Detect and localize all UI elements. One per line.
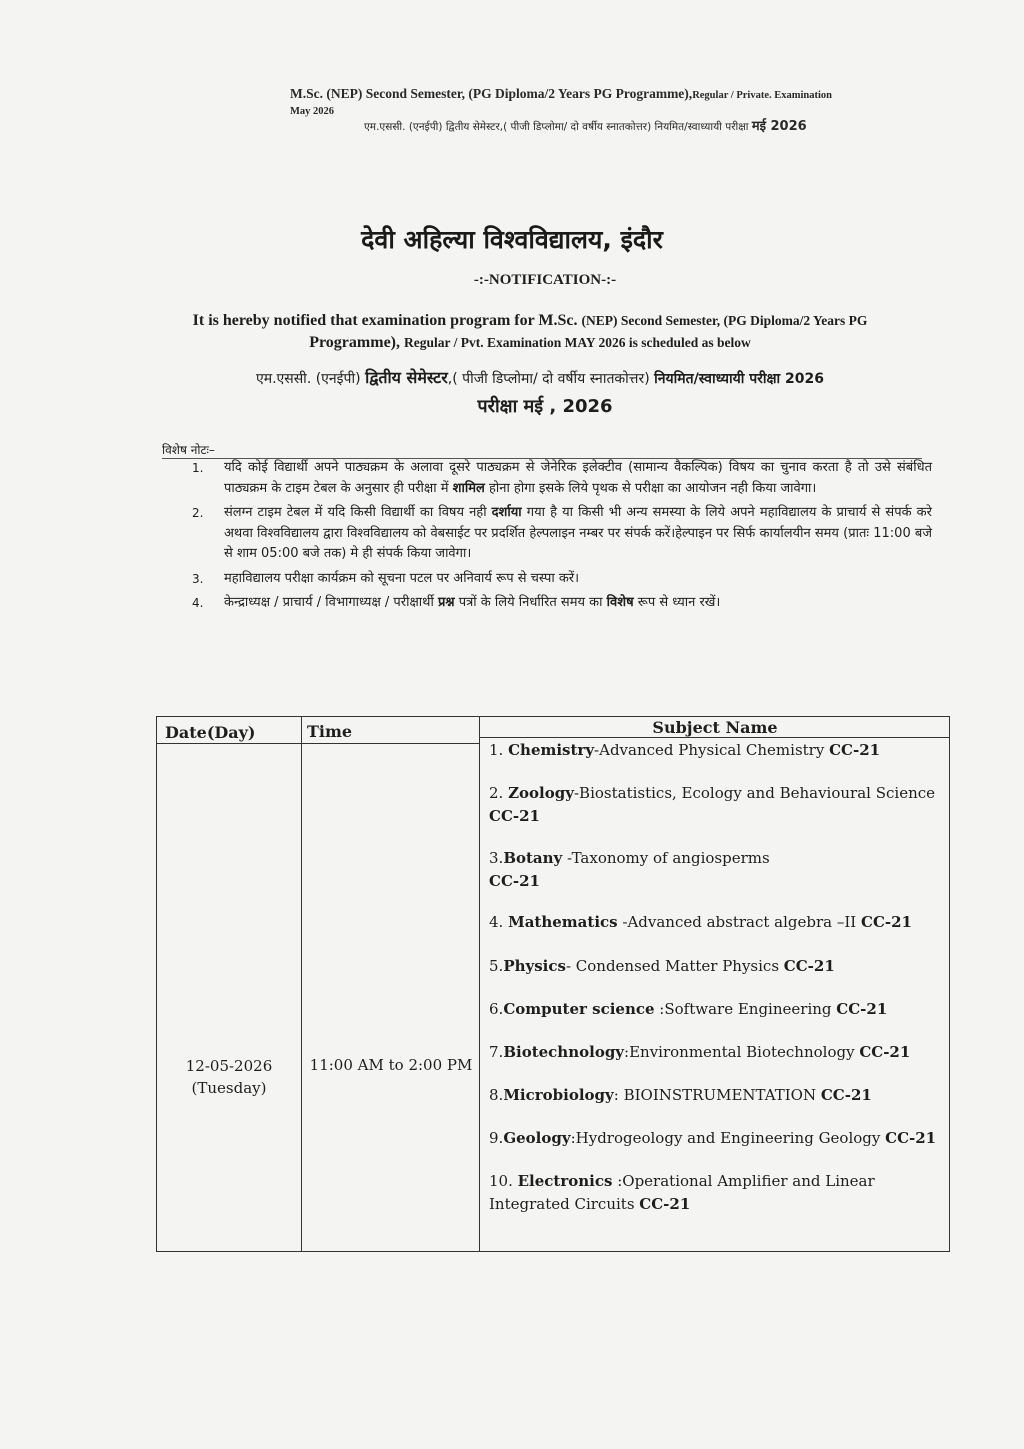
subject-number: 5. (489, 957, 504, 975)
paper-code: CC-21 (489, 872, 540, 890)
subject-name: Mathematics (508, 913, 618, 931)
note-number: 1. (192, 461, 204, 475)
exam-day: (Tuesday) (191, 1079, 267, 1097)
subject-entry (489, 1127, 949, 1150)
subject-number: 10. (489, 1172, 518, 1190)
exam-date: 12-05-2026 (185, 1057, 273, 1075)
column-divider (479, 717, 480, 1251)
note-text: होना होगा इसके लिये पृथक से परीक्षा का आयोजन नही किया जावेगा। (488, 480, 817, 496)
subject-number: 7. (489, 1043, 504, 1061)
subject-name: Geology (503, 1129, 571, 1147)
intro-line1-small: (NEP) Second Semester, (PG Diploma/2 Years PG (581, 313, 868, 328)
header-subject: Subject Name (652, 718, 778, 737)
paper-title: Advanced Physical Chemistry (599, 741, 830, 759)
notification-title: -:-NOTIFICATION-:- (473, 272, 617, 288)
subject-separator: - (565, 957, 576, 975)
paper-title: Biostatistics, Ecology and Behavioural Science (579, 784, 936, 802)
subject-number: 9. (489, 1129, 504, 1147)
subject-entry (489, 1170, 909, 1216)
hindi-exam-date: परीक्षा मई , 2026 (477, 396, 613, 417)
subject-number: 4. (489, 913, 509, 931)
subject-separator: : (570, 1129, 576, 1147)
header-time: Time (307, 722, 353, 741)
paper-code: CC-21 (639, 1195, 691, 1213)
subject-number: 8. (489, 1086, 504, 1104)
subject-name: Physics (503, 957, 566, 975)
header-hindi-program: एम.एससी. (एनईपी) द्वितीय सेमेस्टर,( पीजी डिप्लोमा/ दो वर्षीय स्नातकोत्तर) नियमित/स्वाध्यायी परीक्षा (364, 121, 749, 133)
note-number: 3. (192, 571, 204, 586)
subject-separator: - (573, 784, 580, 802)
paper-code: CC-21 (820, 1086, 872, 1104)
column-divider (301, 717, 302, 1251)
intro-line1-bold: It is hereby notified that examination program for M.Sc. (192, 312, 578, 329)
note-emphasis: विशेष (606, 595, 634, 610)
paper-title: Hydrogeology and Engineering Geology (575, 1129, 886, 1147)
intro-line2-bold: Programme), (309, 334, 400, 351)
note-text: रूप से ध्यान रखें। (637, 595, 721, 610)
hindi-heading-part4: नियमित/स्वाध्यायी परीक्षा 2026 (654, 371, 825, 387)
paper-code: CC-21 (885, 1129, 937, 1147)
paper-code: CC-21 (489, 807, 540, 825)
note-item (192, 569, 932, 590)
note-text: यदि कोई विद्यार्थी अपने पाठ्यक्रम के अलावा दूसरे पाठ्यक्रम से जेनेरिक इलेक्टीव (सामान्य वैकल्पिक) विषय का चुनाव करता है तो उसे संबंधित पाठ्यक्रम के टाइम टेबल के अनुसार ही परीक्षा में (224, 460, 932, 496)
subject-name: Chemistry (508, 741, 595, 759)
subject-entry (489, 911, 949, 934)
subject-separator: : (654, 1000, 665, 1018)
subject-entry (489, 1041, 949, 1064)
subject-name: Botany (503, 849, 563, 867)
header-row-divider (301, 743, 479, 744)
hindi-heading-part1: एम.एससी. (एनईपी) (255, 371, 361, 387)
subject-separator: - (617, 913, 628, 931)
paper-title: Taxonomy of angiosperms (571, 849, 770, 867)
notes-title: विशेष नोटः– (162, 443, 215, 457)
note-text: केन्द्राध्यक्ष / प्राचार्य / विभागाध्यक्ष / परीक्षार्थी (224, 595, 434, 610)
note-text: महाविद्यालय परीक्षा कार्यक्रम को सूचना पटल पर अनिवार्य रूप से चस्पा करें। (224, 570, 580, 586)
subject-name: Microbiology (503, 1086, 614, 1104)
paper-title: BIOINSTRUMENTATION (623, 1086, 821, 1104)
subject-entry (489, 782, 949, 828)
header-line-english (290, 86, 930, 102)
subject-separator: - (562, 849, 572, 867)
subject-entry (489, 955, 949, 978)
note-text: पत्रों के लिये निर्धारित समय का (458, 595, 603, 610)
header-date: Date(Day) (165, 723, 256, 742)
subject-number: 6. (489, 1000, 504, 1018)
subject-number: 3. (489, 849, 504, 867)
note-number: 4. (192, 596, 204, 610)
paper-code: CC-21 (783, 957, 835, 975)
intro-line2-small: Regular / Pvt. Examination MAY 2026 is scheduled as below (404, 335, 751, 350)
note-text: संलग्न टाइम टेबल में यदि किसी विद्यार्थी का विषय नही (224, 505, 487, 520)
header-row-divider (157, 743, 301, 744)
note-text: गया है या किसी भी अन्य समस्या के लिये अपने महाविद्यालय के प्राचार्य से संपर्क करे अथवा विश्वविद्यालय द्वारा विश्वविद्यालय को वेबसाईट पर प्रदर्शित हेल्पलाइन नम्बर पर संपर्क करें।हेल्पाइन पर सिर्फ कार्यालयीन समय (प्रातः 11:00 बजे से शाम 05:00 बजे तक) मे ही संपर्क किया जावेगा। (224, 505, 932, 561)
paper-title: Advanced abstract algebra –II (627, 913, 861, 931)
intro-paragraph (130, 310, 930, 354)
subject-entry (489, 1084, 949, 1107)
subject-separator: : (612, 1172, 623, 1190)
exam-schedule-table (156, 716, 950, 1252)
subject-entry (489, 998, 949, 1021)
header-hindi-session: मई 2026 (751, 119, 807, 134)
note-item (192, 593, 932, 614)
notes-list (192, 458, 932, 618)
subject-separator: : (613, 1086, 624, 1104)
note-emphasis: प्रश्न (438, 595, 455, 610)
paper-title: Environmental Biotechnology (629, 1043, 860, 1061)
subject-name: Biotechnology (503, 1043, 625, 1061)
paper-title: Condensed Matter Physics (575, 957, 784, 975)
subject-number: 1. (489, 741, 509, 759)
subject-name: Computer science (503, 1000, 655, 1018)
university-name: देवी अहिल्या विश्वविद्यालय, इंदौर (361, 225, 663, 254)
subject-entry (489, 739, 949, 762)
paper-code: CC-21 (859, 1043, 911, 1061)
exam-date-cell (157, 1055, 301, 1099)
subject-name: Electronics (517, 1172, 613, 1190)
subject-entry (489, 847, 789, 893)
header-line-hindi (364, 116, 924, 134)
exam-time: 11:00 AM to 2:00 PM (309, 1056, 473, 1074)
header-session: May 2026 (290, 106, 335, 117)
note-emphasis: शामिल (452, 480, 485, 496)
header-program: M.Sc. (NEP) Second Semester, (PG Diploma/2 Years PG Programme), (290, 86, 693, 101)
note-item (192, 458, 932, 499)
paper-title: Software Engineering (664, 1000, 837, 1018)
hindi-heading (160, 366, 920, 388)
paper-code: CC-21 (861, 913, 912, 931)
paper-code: CC-21 (836, 1000, 888, 1018)
header-row-divider (479, 737, 949, 738)
subject-separator: : (624, 1043, 630, 1061)
subject-name: Zoology (508, 784, 574, 802)
note-item (192, 503, 932, 565)
paper-code: CC-21 (829, 741, 881, 759)
note-number: 2. (192, 506, 204, 520)
subject-separator: - (594, 741, 600, 759)
paper-title: Operational Amplifier and Linear Integrated Circuits (489, 1172, 875, 1213)
header-exam-type: Regular / Private. Examination (692, 90, 832, 101)
hindi-heading-semester: द्वितीय सेमेस्टर (365, 368, 448, 387)
note-emphasis: दर्शाया (491, 505, 522, 520)
subject-number: 2. (489, 784, 509, 802)
hindi-heading-part3: ,( पीजी डिप्लोमा/ दो वर्षीय स्नातकोत्तर) (447, 371, 650, 387)
